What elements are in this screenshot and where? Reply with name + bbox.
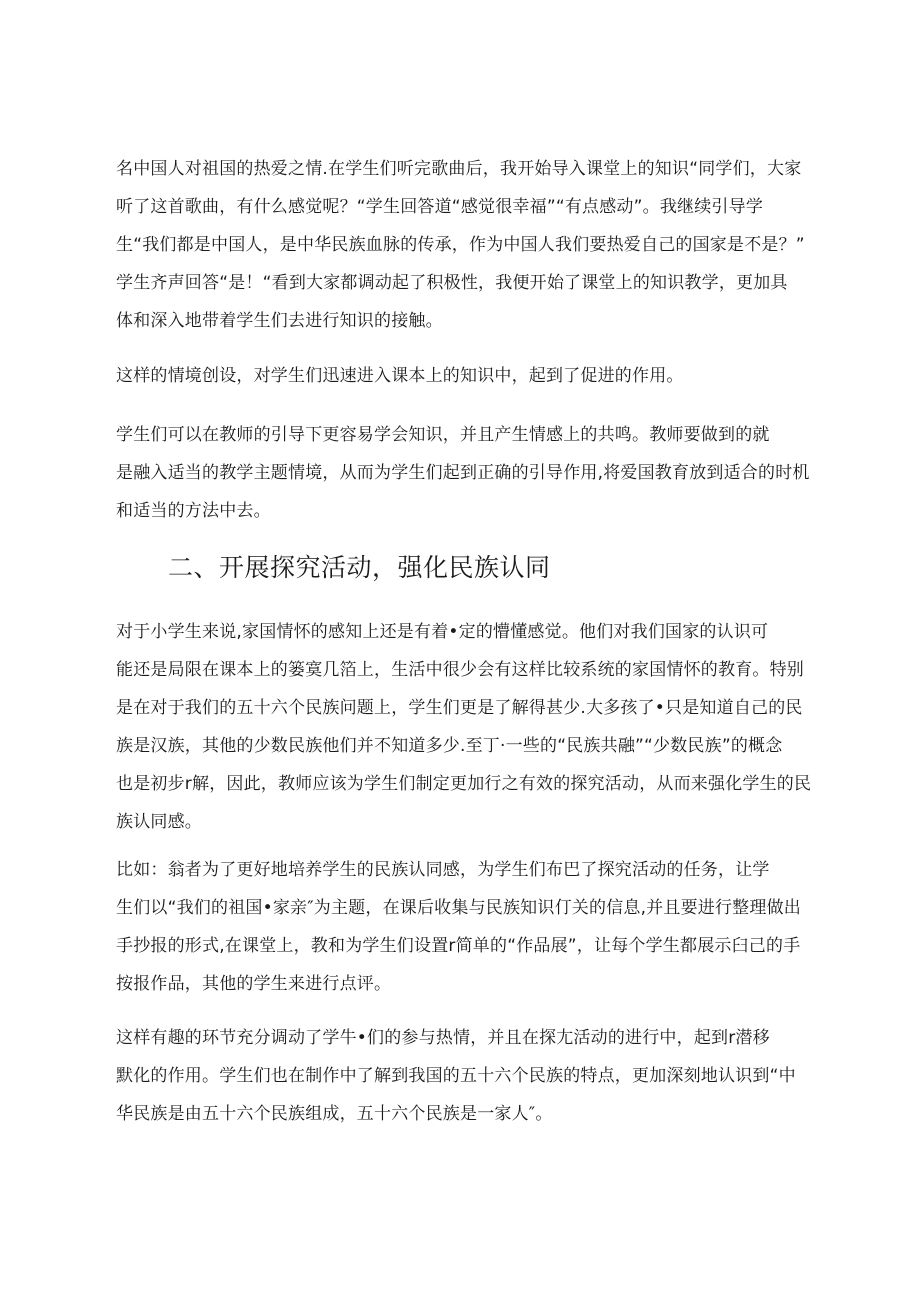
text-line: 学生们可以在教师的引导下更容易学会知识，并且产生情感上的共鸣。教师要做到的就: [116, 425, 770, 445]
text-line: 族是汉族，其他的少数民族他们并不知道多少.至丁·一些的“民族共融”“少数民族”的概念: [116, 736, 783, 756]
paragraph-5: [116, 851, 806, 1003]
text-line: 手抄报的形式,在课堂上，教和为学生们设置r简单的“作品展”，让每个学生都展示臼己的手: [116, 936, 801, 956]
paragraph-3: [116, 416, 810, 530]
section-heading: 二、开展探究活动，强化民族认同: [168, 553, 551, 582]
text-line: 也是初步r解，因此，教师应该为学生们制定更加行之有效的探究活动，从而来强化学生的民: [116, 774, 812, 794]
text-line: 听了这首歌曲，有什么感觉呢？“学生回答道“感觉很幸福”“有点感动”。我继续引导学: [116, 197, 764, 217]
text-line: 生们以“我们的祖国•家亲″为主题，在课后收集与民族知识仃关的信息,并且要进行整理做出: [116, 898, 801, 918]
text-line: 是在对于我们的五十六个民族问题上，学生们更是了解得甚少.大多孩了•只是知道自己的民: [116, 698, 803, 718]
paragraph-2: [116, 357, 806, 395]
text-line: 能还是局限在课本上的篓寞几箔上，生活中很少会有这样比较系统的家国情怀的教育。特别: [116, 660, 804, 680]
text-line: 族认同感。: [116, 812, 202, 832]
text-line: 这样有趣的环节充分调动了学牛•们的参与热情，并且在探尢活动的进行中，起到r潜移: [116, 1028, 770, 1048]
text-line: 这样的情境创设，对学生们迅速进入课本上的知识中，起到了促进的作用。: [116, 366, 684, 386]
paragraph-6: [116, 1019, 806, 1133]
text-line: 是融入适当的教学主题情境，从而为学生们起到正确的引导作用,将爱国教育放到适合的时机: [116, 463, 810, 483]
text-line: 体和深入地带着学生们去进行知识的接触。: [116, 311, 443, 331]
text-line: 生“我们都是中国人，是中华民族血脉的传承，作为中国人我们要热爱自己的国家是不是？”: [116, 235, 805, 255]
text-line: 华民族是由五十六个民族组成，五十六个民族是一家人″。: [116, 1104, 553, 1124]
text-line: 默化的作用。学生们也在制作中了解到我国的五十六个民族的特点，更加深刻地认识到“中: [116, 1066, 796, 1086]
text-line: 名中国人对祖国的热爱之情.在学生们听完歌曲后，我开始导入课堂上的知识“同学们，大家: [116, 159, 802, 179]
paragraph-1: [116, 150, 806, 340]
text-line: 学生齐声回答“是！“看到大家都调动起了积极性，我便开始了课堂上的知识教学，更加具: [116, 273, 788, 293]
text-line: 对于小学生来说,家国情怀的感知上还是有着•定的懵懂感觉。他们对我们国家的认识可: [116, 622, 769, 642]
text-line: 按报作品，其他的学生来进行点评。: [116, 974, 392, 994]
text-line: 和适当的方法中去。: [116, 501, 271, 521]
text-line: 比如：翁者为了更好地培养学生的民族认同感，为学生们布巴了探究活动的任务，让学: [116, 860, 770, 880]
paragraph-4: [116, 613, 812, 841]
